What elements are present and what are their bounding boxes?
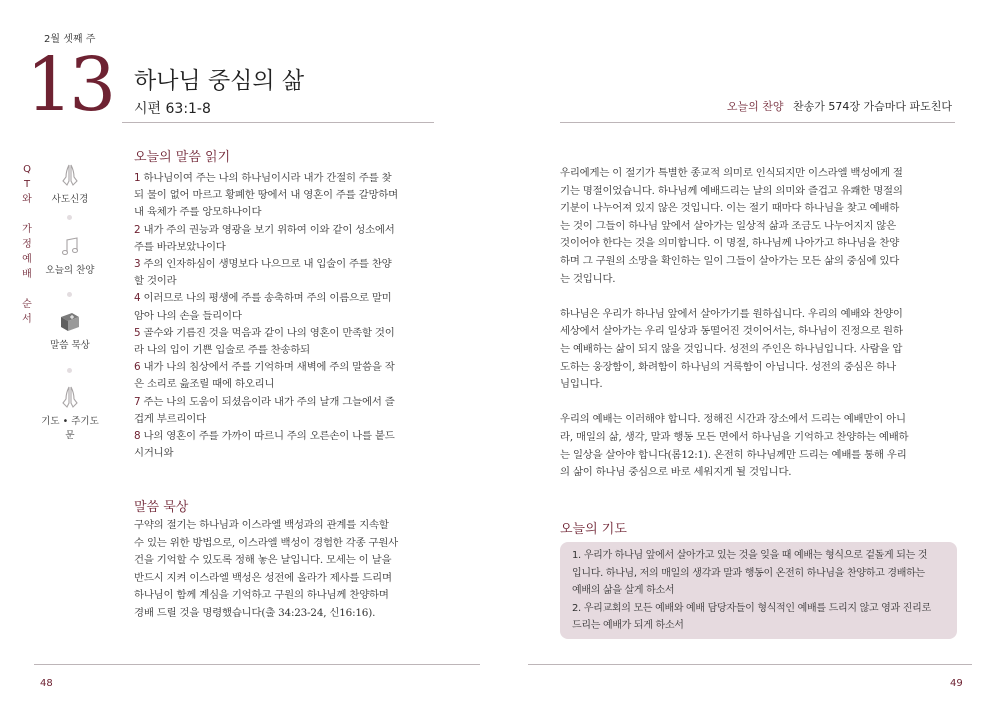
praying-hands-icon — [59, 385, 81, 409]
step-todays-hymn — [40, 236, 100, 276]
paragraph: 하나님은 우리가 하나님 앞에서 살아가기를 원하십니다. 우리의 예배와 찬양이 세상에서 살아가는 우리 일상과 동떨어진 것이어서는, 하나님이 진정으로 원하 는 예배하는 삶이 되지 않을 것입니다. 성전의 주인은 하나님입니다. 사람을 압 도하는 웅장함이, 화려함이 하나님의 거룩함이 아닙니다. 성전의 중심은 하나 님입니다. — [560, 307, 903, 391]
header-divider-right — [560, 122, 955, 123]
day-number: 13 — [26, 42, 113, 128]
footer-divider-right — [528, 664, 972, 665]
bible-icon — [58, 311, 82, 333]
step-apostles-creed — [40, 163, 100, 205]
prayer-title: 오늘의 기도 — [560, 522, 627, 537]
step-separator-dot — [67, 215, 72, 220]
verse-2: 2 내가 주의 권능과 영광을 보기 위하여 이와 같이 성소에서 주를 바라보았나이다 — [134, 223, 395, 253]
step-prayer — [40, 385, 100, 441]
week-label: 2월 셋째 주 — [44, 34, 96, 45]
right-body-text — [560, 165, 955, 499]
page-title: 하나님 중심의 삶 — [134, 68, 305, 94]
step-label: 말씀 묵상 — [50, 340, 90, 351]
header-divider-left — [122, 122, 434, 123]
paragraph: 우리의 예배는 이러해야 합니다. 정해진 시간과 장소에서 드리는 예배만이 아니 라, 매일의 삶, 생각, 말과 행동 모든 면에서 하나님을 기억하고 찬양하는 예배하 는 일상을 살아야 합니다(롬12:1). 온전히 하나님께만 드리는 예배를 통해 우리 의 삶이 하나님 중심으로 바로 세워지게 될 것입니다. — [560, 413, 909, 479]
step-label: 사도신경 — [51, 194, 89, 205]
meditation-title: 말씀 묵상 — [134, 500, 189, 515]
verse-list — [134, 170, 434, 462]
hymn-info — [727, 98, 952, 114]
verse-8: 8 나의 영혼이 주를 가까이 따르니 주의 오른손이 나를 붙드 시거니와 — [134, 430, 395, 460]
verse-1: 1 하나님이여 주는 나의 하나님이시라 내가 간절히 주를 찾 되 물이 없어 마르고 황폐한 땅에서 내 영혼이 주를 갈망하며 내 육체가 주를 앙모하나이다 — [134, 172, 399, 219]
verse-3: 3 주의 인자하심이 생명보다 나으므로 내 입술이 주를 찬양 할 것이라 — [134, 258, 392, 288]
hymn-label: 오늘의 찬양 — [726, 100, 784, 113]
vertical-order-title: Q T 와 가 정 예 배 순 서 — [22, 164, 32, 325]
hymn-value: 찬송가 574장 가슴마다 파도친다 — [793, 100, 952, 113]
verse-7: 7 주는 나의 도움이 되셨음이라 내가 주의 날개 그늘에서 즐 겁게 부르리이다 — [134, 395, 395, 425]
step-word-meditation — [40, 311, 100, 351]
paragraph: 우리에게는 이 절기가 특별한 종교적 의미로 인식되지만 이스라엘 백성에게 절 기는 명절이었습니다. 하나님께 예배드리는 날의 의미와 즐겁고 유쾌한 명절의 기분이 나누어져 있지 않은 것입니다. 이는 절기 때마다 하나님을 찾고 예배하 는 것이 그들이 하나님 앞에서 살아가는 일상적 삶과 조금도 나누어지지 않은 것이어야 한다는 것을 의미합니다. 이 명절, 하나님께 나아가고 하나님을 찬양 하며 그 구원의 소망을 확인하는 일이 그들이 살아가는 모든 삶의 중심에 있다 는 것입니다. — [560, 167, 903, 285]
step-separator-dot — [67, 292, 72, 297]
page-number-right: 49 — [950, 678, 963, 689]
prayer-box: 1. 우리가 하나님 앞에서 살아가고 있는 것을 잊을 때 예배는 형식으로 겉돌게 되는 것 입니다. 하나님, 저의 매일의 생각과 말과 행동이 온전히 하나님을 찬양하고 경배하는 예배의 삶을 살게 하소서 2. 우리교회의 모든 예배와 예배 담당자들이 형식적인 예배를 드리지 않고 영과 진리로 드리는 예배가 되게 하소서 — [560, 542, 957, 639]
verse-6: 6 내가 나의 침상에서 주를 기억하며 새벽에 주의 말씀을 작 은 소리로 읊조릴 때에 하오리니 — [134, 361, 395, 391]
music-note-icon — [59, 236, 81, 258]
scripture-reference: 시편 63:1-8 — [134, 101, 211, 117]
footer-divider-left — [34, 664, 480, 665]
page-number-left: 48 — [40, 678, 53, 689]
step-label: 오늘의 찬양 — [45, 265, 95, 276]
verse-5: 5 골수와 기름진 것을 먹음과 같이 나의 영혼이 만족할 것이 라 나의 입이 기쁜 입술로 주를 찬송하되 — [134, 326, 395, 357]
step-separator-dot — [67, 368, 72, 373]
meditation-text: 구약의 절기는 하나님과 이스라엘 백성과의 관계를 지속할 수 있는 위한 방법으로, 이스라엘 백성이 경험한 각종 구원사 건을 기억할 수 있도록 정해 놓은 날입니다. 모세는 이 날을 반드시 지켜 이스라엘 백성은 성전에 올라가 제사를 드리며 하나님이 함께 계심을 기억하고 구원의 하나님께 찬양하며 경배 드릴 것을 명령했습니다(출 34:23-24, 신16:16). — [134, 519, 399, 619]
praying-hands-icon — [59, 163, 81, 187]
reading-title: 오늘의 말씀 읽기 — [134, 150, 231, 165]
verse-4: 4 이러므로 나의 평생에 주를 송축하며 주의 이름으로 말미 암아 나의 손을 들리이다 — [134, 292, 392, 322]
step-label: 기도 • 주기도문 — [41, 416, 99, 441]
